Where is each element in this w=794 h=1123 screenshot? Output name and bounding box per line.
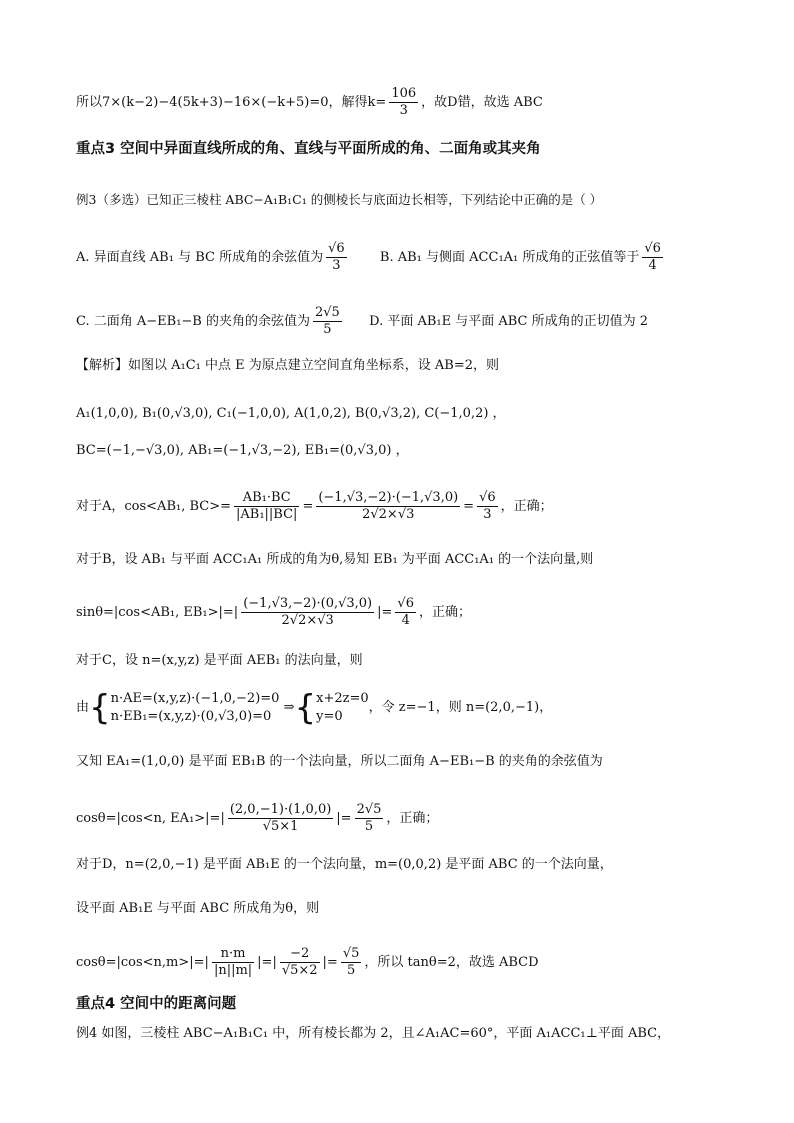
example-3-question: 例3（多选）已知正三棱柱 ABC−A₁B₁C₁ 的侧棱长与底面边长相等，下列结论中正确的是（ ） [76,192,603,207]
part-d-angle: 设平面 AB₁E 与平面 ABC 所成角为θ，则 [76,901,320,916]
heading-key-point-4: 重点4 空间中的距离问题 [76,996,237,1012]
left-brace-2: { [294,688,317,728]
part-b-calculation: sinθ=|cos<AB₁, EB₁>|=| $\frac{(-1,√3,-2)\cdot(0,√3,0)}{2√2\times√3}$ |= $\frac{√6}{4}$ ，正确； [76,596,471,628]
fraction-k: $\frac{106}{3}$ [391,86,417,118]
part-c-normal: 又知 EA₁=(1,0,0) 是平面 EB₁B 的一个法向量，所以二面角 A−EB₁−B 的夹角的余弦值为 [76,754,603,769]
option-d: D. 平面 AB₁E 与平面 ABC 所成角的正切值为 2 [369,314,649,329]
vectors-line: BC=(−1,−√3,0), AB₁=(−1,√3,−2), EB₁=(0,√3,0) ， [76,443,409,458]
part-c-setup: 对于C，设 n=(x,y,z) 是平面 AEB₁ 的法向量，则 [76,653,363,668]
example-4-question: 例4 如图，三棱柱 ABC−A₁B₁C₁ 中，所有棱长都为 2，且∠A₁AC=60°，平面 A₁ACC₁⊥平面 ABC， [76,1026,671,1041]
part-b-setup: 对于B，设 AB₁ 与平面 ACC₁A₁ 所成的角为θ,易知 EB₁ 为平面 ACC₁A₁ 的一个法向量,则 [76,552,594,567]
solution-line-k: 所以7×(k−2)−4(5k+3)−16×(−k+5)=0，解得k= $\frac{106}{3}$ ，故D错，故选 ABC [76,86,543,118]
part-d-setup: 对于D，n=(2,0,−1) 是平面 AB₁E 的一个法向量，m=(0,0,2) 是平面 ABC 的一个法向量， [76,857,613,872]
part-a-calculation: 对于A，cos<AB₁, BC>= $\frac{\text{AB₁·BC}}{\text{|AB₁||BC|}}$ = $\frac{(-1,√3,-2)\cdot(-1,√3,0)}{2√2\times√3}$ = $\frac{√6}{3}$ ，正确； [76,490,553,522]
option-a: A. 异面直线 AB₁ 与 BC 所成角的余弦值为 $\frac{√6}{3}$ [76,241,345,273]
options-c-d [76,305,734,338]
option-c: C. 二面角 A−EB₁−B 的夹角的余弦值为 $\frac{2√5}{5}$ [76,305,340,337]
options-a-b [76,241,734,274]
left-brace: { [89,688,111,728]
coordinates-line: A₁(1,0,0), B₁(0,√3,0), C₁(−1,0,0), A(1,0,2), B(0,√3,2), C(−1,0,2) ， [76,406,506,421]
part-c-calculation: cosθ=|cos<n, EA₁>|=| $\frac{(2,0,-1)\cdot(1,0,0)}{√5\times 1}$ |= $\frac{2√5}{5}$ ，正确； [76,802,439,834]
part-d-calculation: cosθ=|cos<n,m>|=| $\frac{n\cdot m}{|n||m|}$ |=| $\frac{-2}{√5\times 2}$ |= $\frac{√5}{5}$ ，所以 tanθ=2，故选 ABCD [76,946,539,978]
option-b: B. AB₁ 与侧面 ACC₁A₁ 所成角的正弦值等于 $\frac{√6}{4}$ [379,241,661,273]
solution-intro: 【解析】如图以 A₁C₁ 中点 E 为原点建立空间直角坐标系，设 AB=2，则 [76,358,500,373]
part-c-system: 由{ n·AE=(x,y,z)·(−1,0,−2)=0 n·EB₁=(x,y,z)·(0,√3,0)=0 ⇒{ x+2z=0 y=0 ，令 z=−1，则 n=(2,0,−1)， [76,688,553,728]
heading-key-point-3: 重点3 空间中异面直线所成的角、直线与平面所成的角、二面角或其夹角 [76,141,541,157]
